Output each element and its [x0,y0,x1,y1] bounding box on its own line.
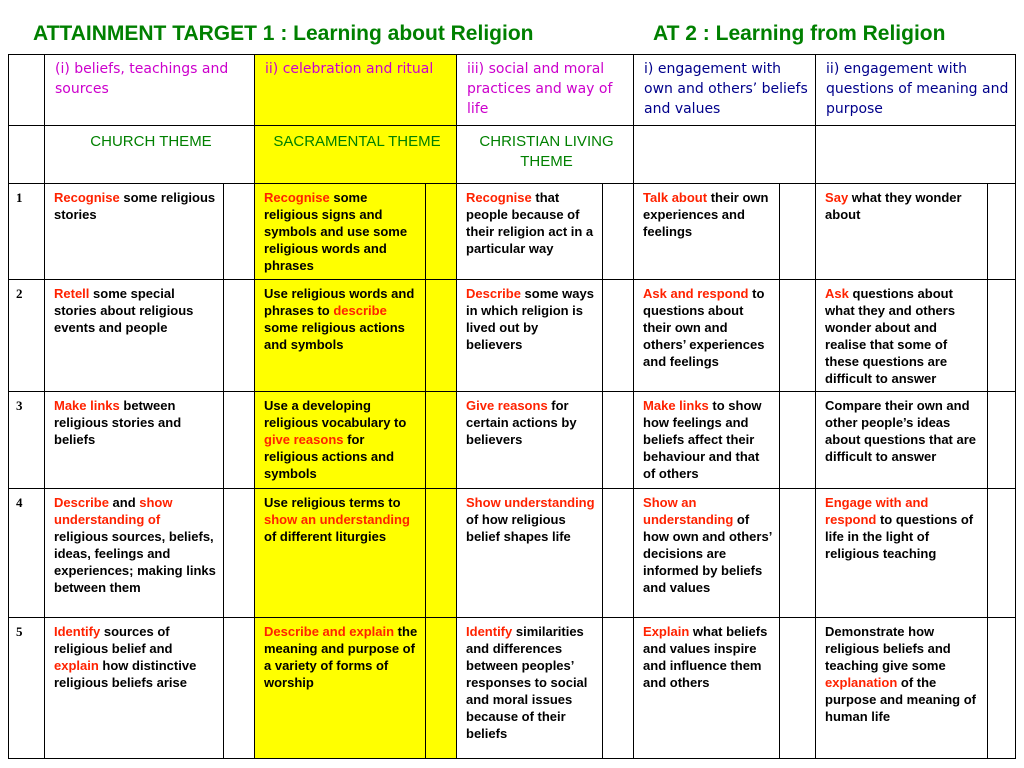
descriptor-engagement-meaning [816,488,988,617]
tick-box [426,617,457,758]
key-verb: Talk about [643,190,708,206]
tick-box [603,280,634,392]
level-number: 2 [9,280,45,392]
tick-box [224,280,255,392]
descriptor-text: of how own and others’ decisions are informed by beliefs and values [643,511,772,595]
descriptor-engagement-beliefs [634,488,780,617]
key-verb: Recognise [264,190,330,206]
tick-box [224,392,255,488]
strand-header-social-moral: iii) social and moral practices and way of life [457,55,634,126]
tick-box [224,617,255,758]
descriptor-text: of different liturgies [264,528,387,544]
descriptor-text: questions about what they and others wonder about and realise that some of these questions are difficult to answer [825,286,956,387]
descriptor-engagement-meaning [816,392,988,488]
key-verb: Recognise [466,190,532,206]
key-verb: Explain [643,623,690,639]
descriptor-social-moral [457,392,603,488]
descriptor-text: for certain actions by believers [466,398,577,448]
strand-header-celebration: ii) celebration and ritual [255,55,457,126]
key-verb: Describe and explain [264,623,395,639]
key-verb: Identify [466,623,513,639]
key-verb: Engage with and respond [825,494,929,527]
descriptor-engagement-meaning [816,184,988,280]
descriptor-text: to questions of life in the light of religious teaching [825,511,974,561]
theme-christian-living: CHRISTIAN LIVING THEME [457,126,634,184]
descriptor-text: their own experiences and feelings [643,190,769,240]
key-verb: Recognise [54,190,120,206]
tick-box [603,617,634,758]
key-verb: explanation [825,674,898,690]
level-number: 5 [9,617,45,758]
key-verb: Make links [54,398,120,414]
tick-box [603,488,634,617]
key-verb: show an understanding [264,511,410,527]
tick-box [426,184,457,280]
theme-empty-cell [816,126,1016,184]
descriptor-text: of how religious belief shapes life [466,511,571,544]
tick-box [426,488,457,617]
tick-box [988,280,1016,392]
tick-box [426,280,457,392]
descriptor-text: some special stories about religious events and people [54,286,194,336]
key-verb: Ask [825,286,849,302]
key-verb: explain [54,657,99,673]
key-verb: Show understanding [466,494,595,510]
descriptor-text: some religious actions and symbols [264,320,405,353]
descriptor-engagement-meaning [816,280,988,392]
level-row [9,184,1016,280]
descriptor-social-moral [457,488,603,617]
descriptor-celebration [255,488,426,617]
descriptor-text: some religious stories [54,190,216,223]
theme-corner-cell [9,126,45,184]
descriptor-text: Use a developing religious vocabulary to [264,398,407,431]
tick-box [780,392,816,488]
descriptor-text: religious sources, beliefs, ideas, feelings and experiences; making links between them [54,528,216,595]
key-verb: Ask and respond [643,286,749,302]
theme-church: CHURCH THEME [45,126,255,184]
theme-row [9,126,1016,184]
descriptor-celebration [255,392,426,488]
descriptor-text: similarities and differences between peoples’ responses to social and moral issues because of their beliefs [466,623,588,741]
descriptor-celebration [255,184,426,280]
descriptor-text: some ways in which religion is lived out by believers [466,286,594,353]
key-verb: Describe [466,286,521,302]
level-number: 1 [9,184,45,280]
key-verb: Retell [54,286,90,302]
descriptor-text: Demonstrate how religious beliefs and teaching give some [825,623,951,673]
theme-empty-cell [634,126,816,184]
tick-box [603,392,634,488]
key-verb: Identify [54,623,101,639]
descriptor-celebration [255,617,426,758]
level-row [9,280,1016,392]
descriptor-text: that people because of their religion act in a particular way [466,190,594,257]
key-verb: Give reasons [466,398,548,414]
level-row [9,392,1016,488]
descriptor-celebration [255,280,426,392]
descriptor-text: Use religious words and phrases to [264,286,415,319]
descriptor-text: to questions about their own and others’ experiences and feelings [643,286,765,370]
descriptor-text: sources of religious belief and [54,623,173,656]
strand-header-engagement-meaning: ii) engagement with questions of meaning and purpose [816,55,1016,126]
strand-header-beliefs: (i) beliefs, teachings and sources [45,55,255,126]
tick-box [780,184,816,280]
key-verb: Make links [643,398,709,414]
strand-header-engagement-beliefs: i) engagement with own and others’ beliefs and values [634,55,816,126]
descriptor-text: Compare their own and other people’s ideas about questions that are difficult to answer [825,398,977,465]
descriptor-beliefs [45,184,224,280]
corner-cell [9,55,45,126]
descriptor-text: what they wonder about [825,190,962,223]
level-number: 4 [9,488,45,617]
key-verb: Say [825,190,849,206]
tick-box [988,184,1016,280]
tick-box [224,184,255,280]
descriptor-text: between religious stories and beliefs [54,398,182,448]
key-verb: describe [333,303,387,319]
title-attainment-target-1: ATTAINMENT TARGET 1 : Learning about Religion [33,22,534,45]
descriptor-beliefs [45,392,224,488]
tick-box [224,488,255,617]
descriptor-engagement-beliefs [634,392,780,488]
tick-box [988,488,1016,617]
attainment-table [8,54,1016,759]
tick-box [603,184,634,280]
level-number: 3 [9,392,45,488]
descriptor-text: the meaning and purpose of a variety of forms of worship [264,623,418,690]
descriptor-text: to show how feelings and beliefs affect their behaviour and that of others [643,398,762,482]
descriptor-beliefs [45,617,224,758]
key-verb: show understanding of [54,494,173,527]
descriptor-beliefs [45,488,224,617]
descriptor-text: Use religious terms to [264,494,401,510]
tick-box [988,617,1016,758]
descriptor-text: how distinctive religious beliefs arise [54,657,197,690]
theme-sacramental: SACRAMENTAL THEME [255,126,457,184]
descriptor-text: of the purpose and meaning of human life [825,674,977,724]
level-row [9,488,1016,617]
descriptor-engagement-beliefs [634,617,780,758]
descriptor-text: for religious actions and symbols [264,432,395,482]
descriptor-text: what beliefs and values inspire and influence them and others [643,623,768,690]
key-verb: Describe [54,494,109,510]
descriptor-engagement-beliefs [634,280,780,392]
key-verb: give reasons [264,432,344,448]
level-rows [9,184,1016,759]
descriptor-engagement-meaning [816,617,988,758]
tick-box [988,392,1016,488]
tick-box [426,392,457,488]
descriptor-beliefs [45,280,224,392]
key-verb: Show an understanding [643,494,734,527]
descriptor-text: some religious signs and symbols and use some religious words and phrases [264,190,408,274]
descriptor-social-moral [457,617,603,758]
level-row [9,617,1016,758]
descriptor-social-moral [457,280,603,392]
title-attainment-target-2: AT 2 : Learning from Religion [653,22,946,45]
descriptor-social-moral [457,184,603,280]
descriptor-engagement-beliefs [634,184,780,280]
tick-box [780,488,816,617]
tick-box [780,280,816,392]
descriptor-text: and [108,494,140,510]
tick-box [780,617,816,758]
strand-header-row [9,55,1016,126]
